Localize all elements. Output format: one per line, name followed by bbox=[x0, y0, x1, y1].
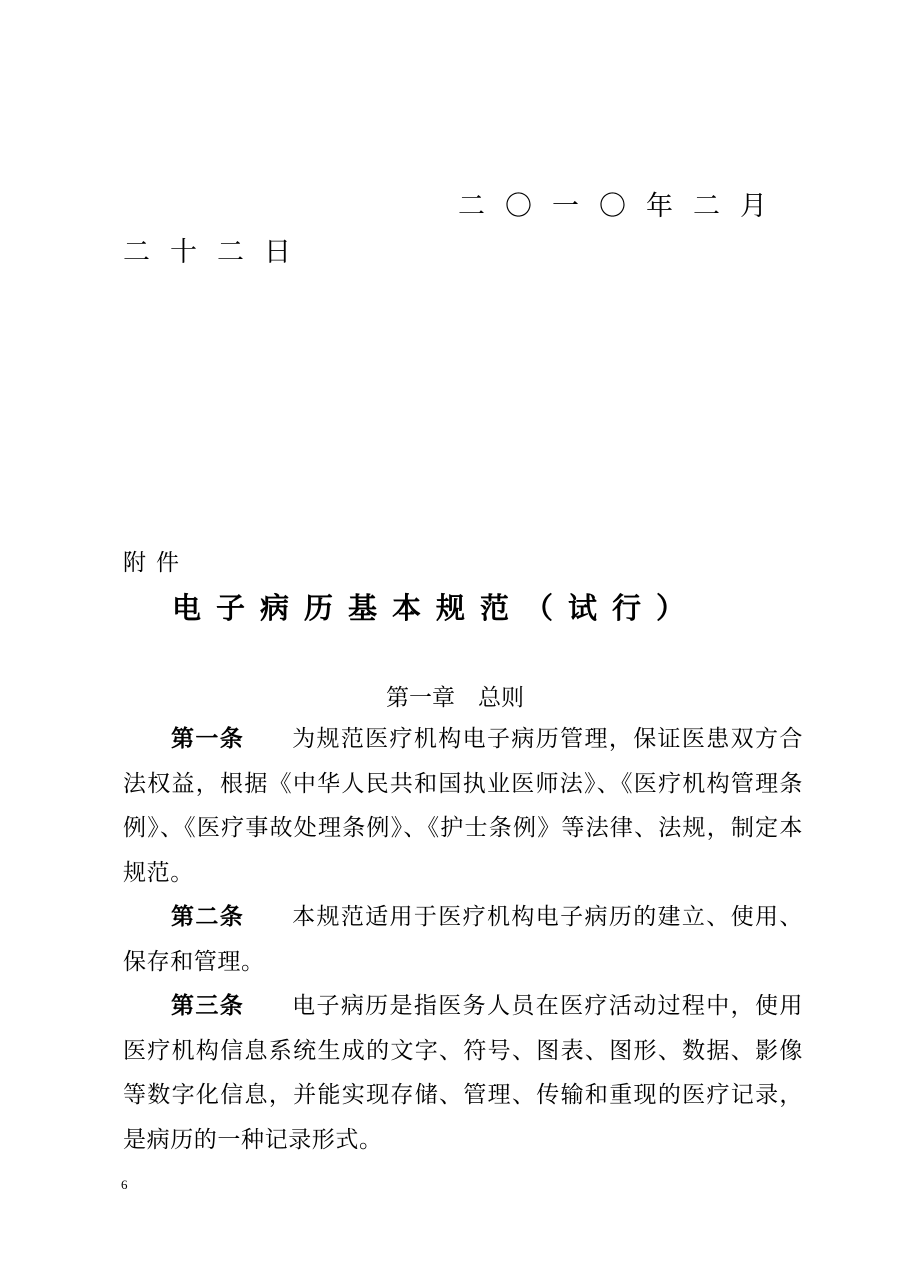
article-text: 本规范适用于医疗机构电子病历的建立、使用、保存和管理。 bbox=[123, 904, 803, 975]
article-paragraph bbox=[123, 717, 803, 895]
article-paragraph bbox=[123, 895, 803, 984]
date-line-year-month: 二〇一〇年二月 bbox=[458, 191, 787, 222]
page-number: 6 bbox=[121, 1177, 128, 1192]
document-title: 电子病历基本规范（试行） bbox=[172, 591, 701, 625]
chapter-heading: 第一章 总则 bbox=[386, 685, 524, 711]
article-label: 第一条 bbox=[171, 726, 245, 752]
article-label: 第三条 bbox=[171, 993, 245, 1019]
article-paragraph bbox=[123, 984, 803, 1162]
date-line-day: 二十二日 bbox=[123, 237, 311, 268]
article-text: 电子病历是指医务人员在医疗活动过程中，使用医疗机构信息系统生成的文字、符号、图表、图形、数据、影像等数字化信息，并能实现存储、管理、传输和重现的医疗记录，是病历的一种记录形式。 bbox=[123, 993, 803, 1153]
article-text: 为规范医疗机构电子病历管理，保证医患双方合法权益，根据《中华人民共和国执业医师法》、《医疗机构管理条例》、《医疗事故处理条例》、《护士条例》等法律、法规，制定本规范。 bbox=[123, 726, 803, 886]
attachment-label: 附件 bbox=[123, 550, 189, 576]
article-label: 第二条 bbox=[171, 904, 245, 930]
